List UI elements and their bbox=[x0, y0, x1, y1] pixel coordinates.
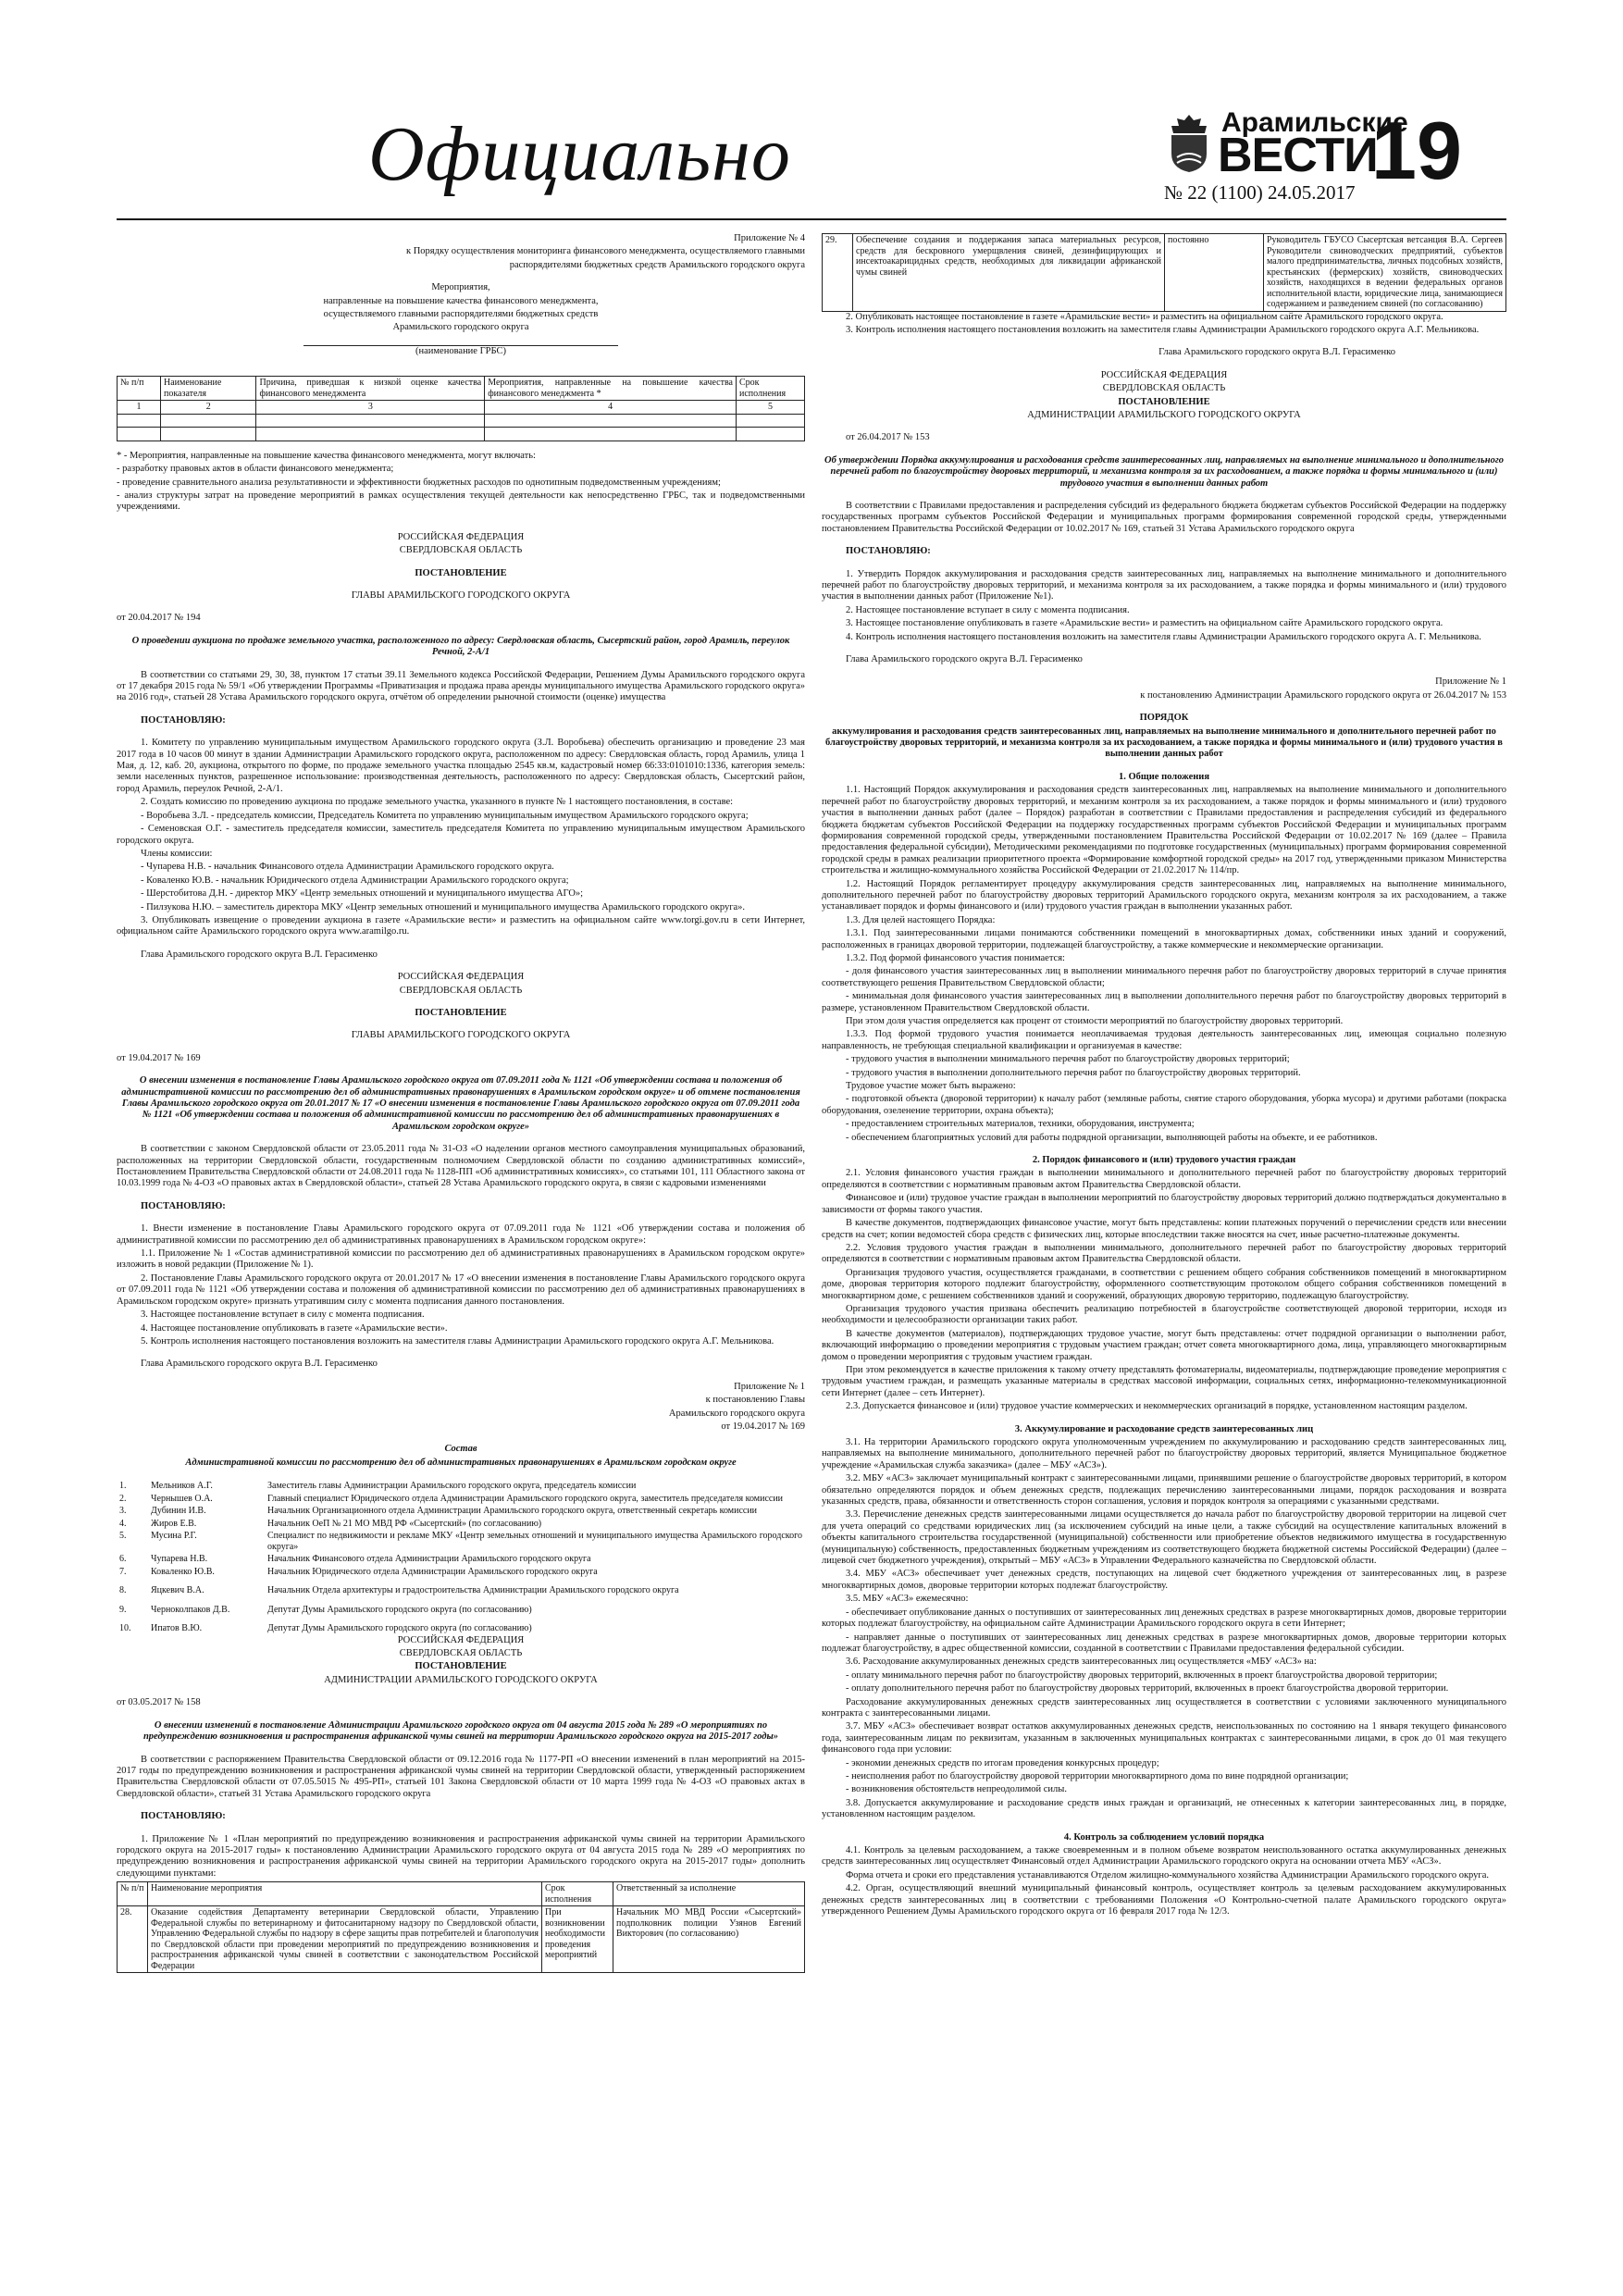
composition-subtitle: Административной комиссии по рассмотрению дел об административных правонарушениях в Арамильском городском округе bbox=[185, 1457, 737, 1468]
page-number: 19 bbox=[1371, 105, 1462, 196]
member-row: 3. Дубинин И.В. Начальник Организационного отдела Администрации Арамильского городского округа, ответственный секретарь комиссии bbox=[119, 1506, 758, 1517]
left-column bbox=[117, 233, 805, 1973]
order-subtitle: аккумулирования и расходования средств заинтересованных лиц, направляемых на выполнение минимального и дополнительного перечней работ по благоустройству дворовых территорий, и механизма контроля за их расходованием, а также порядка и формы минимального и (или) трудового участия в выполнении данных работ bbox=[825, 726, 1503, 760]
member-row: 2. Чернышев О.А. Главный специалист Юридического отдела Администрации Арамильского городского округа, заместитель председателя комиссии bbox=[119, 1493, 784, 1504]
grbs-line bbox=[304, 336, 618, 346]
member-row: 5. Мусина Р.Г. Специалист по недвижимости и рекламе МКУ «Центр земельных отношений и муниципального имущества Арамильского городского округа» bbox=[119, 1531, 802, 1552]
asf-plan-table-cont bbox=[822, 233, 1506, 312]
table-row: 29. Обеспечение создания и поддержания запаса материальных ресурсов, средств для бескровного умерщвления свиней, дезинфицирующих и инсектоакарицидных средств, необходимых для ликвидации африканской чумы свиней постоянно Руководитель ГБУСО Сысертская ветсанция В.А. Сергеев Руководители свиноводческих предприятий, субъектов малого предпринимательства, личных подсобных хозяйств, крестьянских (фермерских) хозяйств, свиноводческих хозяйств, находящихся в ведении федеральных органов исполнительной власти, юридические лица, занимающиеся содержанием и разведением свиней (по согласованию) bbox=[823, 234, 1506, 312]
commission-members bbox=[117, 1480, 805, 1635]
decree-153: РОССИЙСКАЯ ФЕДЕРАЦИЯ СВЕРДЛОВСКАЯ ОБЛАСТЬ ПОСТАНОВЛЕНИЕ АДМИНИСТРАЦИИ АРАМИЛЬСКОГО ГОРОДСКОГО ОКРУГА от 26.04.2017 № 153 Об утверждении Порядка аккумулирования и расходования средств заинтересованных лиц, направляемых на выполнение минимального и дополнительного перечней работ по благоустройству дворовых территорий, и механизма контроля за их расходованием, а также порядка и формы минимального и (или) трудового участия в выполнении данных работ В соответствии с Правилами предоставления и распределения субсидий из федерального бюджета бюджетам субъектов Российской Федерации на поддержку государственных программ субъектов Российской Федерации и муниципальных программ формирования современной городской среды, утвержденными постановлением Правительства Российской Федерации от 10.02.2017 № 169, статьей 31 Устава Арамильского городского округа ПОСТАНОВЛЯЮ: 1. Утвердить Порядок аккумулирования и расходования средств заинтересованных лиц, направляемых на выполнение минимального и дополнительного перечней работ по благоустройству дворовых территорий, и механизма контроля за их расходованием, а также порядка и формы минимального и (или) трудового участия в выполнении данных работ (Приложение №1). 2. Настоящее постановление вступает в силу с момента подписания. 3. Настоящее постановление опубликовать в газете «Арамильские вести» и разместить на официальном сайте Арамильского городского округа. 4. Контроль исполнения настоящего постановления возложить на заместителя главы Администрации Арамильского городского округа А. Г. Мельникова. Глава Арамильского городского округа В.Л. Герасименко Приложение № 1 к постановлению Администрации Арамильского городского округа от 26.04.2017 № 153 ПОРЯДОК аккумулирования и расходования средств заинтересованных лиц, направляемых на выполнение минимального и дополнительного перечней работ по благоустройству дворовых территорий, и механизма контроля за их расходованием, а также порядка и формы минимального и (или) трудового участия в выполнении данных работ 1. Общие положения 1.1. Настоящий Порядок аккумулирования и расходования средств заинтересованных лиц, направляемых на выполнение минимального и дополнительного перечней работ по благоустройству дворовых территорий, и механизм контроля за их расходованием, а также порядок и формы минимального и (или) трудового участия в выполнении данных работ (далее – Порядок) разработан в соответствии с Правилами предоставления и распределения субсидий из федерального бюджета бюджетам субъектов Российской Федерации на поддержку государственных программ субъектов Российской Федерации и муниципальных программ формирования современной городской среды, утвержденными постановлением Правительства Российской Федерации от 10.02.2017 № 169 (далее – Правила предоставления федеральной субсидии), Методическими рекомендациями по подготовке государственных (муниципальных) программ формирования современной городской среды в рамках реализации приоритетного проекта «Формирование комфортной городской среды» на 2017 год, утвержденными приказом Министерства строительства и жилищно-коммунального хозяйства Российской Федерации от 21.02.2017 № 114/пр. 1.2. Настоящий Порядок регламентирует процедуру аккумулирования средств заинтересованных лиц, направляемых на выполнение минимального, дополнительного перечней работ по благоустройству дворовых территорий Арамильского городского округа, механизм контроля за их расходованием, а также устанавливает порядок и формы финансового и (или) трудового участия граждан в выполнении указанных работ. 1.3. Для целей настоящего Порядка: 1.3.1. Под заинтересованными лицами понимаются собственники помещений в многоквартирных домах, собственники иных зданий и сооружений, расположенных в границах дворовой территории, подлежащей благоустройству, а также коммерческие и некоммерческие организации. 1.3.2. Под формой финансового участия понимается: - доля финансового участия заинтересованных лиц в выполнении минимального перечня работ по благоустройству дворовых территорий в случае принятия соответствующего решения Правительством Свердловской области; - минимальная доля финансового участия заинтересованных лиц в выполнении дополнительного перечня работ по благоустройству дворовых территорий в размере, установленном Правительством Свердловской области. При этом доля участия определяется как процент от стоимости мероприятий по благоустройству дворовых территорий. 1.3.3. Под формой трудового участия понимается неоплачиваемая трудовая деятельность заинтересованных лиц, имеющая социально полезную направленность, не требующая специальной квалификации и организуемая в качестве: - трудового участия в выполнении минимального перечня работ по благоустройству дворовых территорий; - трудового участия в выполнении дополнительного перечня работ по благоустройству дворовых территорий. Трудовое участие может быть выражено: - подготовкой объекта (дворовой территории) к началу работ (земляные работы, снятие старого оборудования, уборка мусора) и другими работами (покраска оборудования, озеленение территории, охрана объекта); - предоставлением строительных материалов, техники, оборудования, инструмента; - обеспечением благоприятных условий для работы подрядной организации, выполняющей работы на объекте, и ее работников. 2. Порядок финансового и (или) трудового участия граждан 2.1. Условия финансового участия граждан в выполнении минимального и дополнительного перечней работ по благоустройству дворовых территорий определяются в соответствии с нормативным правовым актом Правительства Свердловской области. Финансовое и (или) трудовое участие граждан в выполнении мероприятий по благоустройству дворовых территорий должно подтверждаться документально в зависимости от формы такого участия. В качестве документов, подтверждающих финансовое участие, могут быть представлены: копии платежных поручений о перечислении средств или внесении средств на счет; копии ведомостей сбора средств с физических лиц, которые впоследствии также вносятся на счет, иные расчетно-платежные документы. 2.2. Условия трудового участия граждан в выполнении минимального, дополнительного перечней работ по благоустройству дворовых территорий определяются в соответствии с нормативным правовым актом Правительства Свердловской области. Организация трудового участия, осуществляется гражданами, в соответствии с решением общего собрания собственников помещений в многоквартирном доме, дворовая территория которого подлежит благоустройству, оформленного соответствующим протоколом общего собрания собственников помещений в многоквартирном доме, с решением собственников зданий и сооружений, образующих дворовую территорию, подлежащую благоустройству. Организация трудового участия призвана обеспечить реализацию потребностей в благоустройстве соответствующей дворовой территории, исходя из необходимости и целесообразности организации таких работ. В качестве документов (материалов), подтверждающих трудовое участие, могут быть представлены: отчет подрядной организации о выполнении работ, включающий информацию о проведении мероприятия с трудовым участием граждан; отчет совета многоквартирного дома, лица, управляющего многоквартирным домом о проведении мероприятия с трудовым участием граждан. При этом рекомендуется в качестве приложения к такому отчету представлять фотоматериалы, видеоматериалы, подтверждающие проведение мероприятия с трудовым участием граждан, и размещать указанные материалы в средствах массовой информации, социальных сетях, информационно-телекоммуникационной сети Интернет (далее – сеть Интернет). 2.3. Допускается финансовое и (или) трудовое участие коммерческих и некоммерческих организаций в порядке, установленном настоящим разделом. 3. Аккумулирование и расходование средств заинтересованных лиц 3.1. На территории Арамильского городского округа уполномоченным учреждением по аккумулированию и расходованию средств заинтересованных лиц, направляемых на выполнение минимального, дополнительного перечней работ по благоустройству дворовых территорий, является Муниципальное бюджетное учреждение «Арамильская служба заказчика» (далее – МБУ «АСЗ»). 3.2. МБУ «АСЗ» заключает муниципальный контракт с заинтересованными лицами, принявшими решение о благоустройстве дворовых территорий, в котором обязательно определяются порядок и объем денежных средств, подлежащих перечислению заинтересованными лицами, порядок расходования и возврата указанных средств, права, обязанности и ответственность сторон соглашения, условия и порядок контроля за операциями с указанными средствами. 3.3. Перечисление денежных средств заинтересованными лицами осуществляется до начала работ по благоустройству дворовой территории на лицевой счет для учета операций со средствами юридических лиц (за исключением субсидий на иные цели, а также субсидий на осуществление капитальных вложений в объекты капитального строительства государственной (муниципальной) собственности или приобретение объектов недвижимого имущества в государственную (муниципальную) собственность, предоставленных бюджетным учреждениям из соответствующего бюджета бюджетной системы Российской Федерации) (далее – лицевой счет бюджетного учреждения), открытый – МБУ «АСЗ» в Управлении Федерального казначейства по Свердловской области. 3.4. МБУ «АСЗ» обеспечивает учет денежных средств, поступающих на лицевой счет бюджетного учреждения от заинтересованных лиц, в разрезе многоквартирных домов, дворовые территории которых подлежат благоустройству. 3.5. МБУ «АСЗ» ежемесячно: - обеспечивает опубликование данных о поступивших от заинтересованных лиц денежных средствах в разрезе многоквартирных домов, дворовые территории которых подлежат благоустройству, на официальном сайте Администрации Арамильского городского округа в сети Интернет; - направляет данные о поступивших от заинтересованных лиц денежных средствах в разрезе многоквартирных домов, дворовые территории которых подлежат благоустройству, в адрес общественной комиссии, созданной в соответствии с Правилами предоставления федеральной субсидии. 3.6. Расходование аккумулированных денежных средств заинтересованных лиц осуществляется «МБУ «АСЗ» на: - оплату минимального перечня работ по благоустройству дворовых территорий, включенных в проект благоустройства дворовой территории; - оплату дополнительного перечня работ по благоустройству дворовых территорий, включенных в проект благоустройства дворовой территории. Расходование аккумулированных денежных средств заинтересованных лиц осуществляется в соответствии с условиями заключенного муниципального контракта с заинтересованными лицами. 3.7. МБУ «АСЗ» обеспечивает возврат остатков аккумулированных денежных средств, неиспользованных по состоянию на 1 января текущего финансового года, заинтересованным лицам по реквизитам, указанным в заключенных муниципальных контрактах с заинтересованными лицами, в срок до 01 мая текущего финансового года при условии: - экономии денежных средств по итогам проведения конкурсных процедур; - неисполнения работ по благоустройству дворовой территории многоквартирного дома по вине подрядной организации; - возникновения обстоятельств непреодолимой силы. 3.8. Допускается аккумулирование и расходование средств иных граждан и организаций, не отнесенных к категории заинтересованных лиц, в порядке, установленном настоящим разделом. 4. Контроль за соблюдением условий порядка 4.1. Контроль за целевым расходованием, а также своевременным и в полном объеме возвратом неиспользованного остатка аккумулированных денежных средств заинтересованных лиц осуществляет Финансовый отдел Администрации Арамильского городского округа на основании отчета МБУ «АСЗ». Форма отчета и сроки его представления устанавливаются Отделом жилищно-коммунального хозяйства Администрации Арамильского городского округа. 4.2. Орган, осуществляющий внешний муниципальный финансовый контроль, осуществляет контроль за целевым расходованием аккумулированных денежных средств заинтересованных лиц в соответствии с требованиями Положения «О Контрольно-счетной палате Арамильского городского округа» утвержденного Решением Думы Арамильского городского округа от 16 февраля 2017 года № 12/3. bbox=[822, 369, 1506, 1917]
appendix-169-ref: Приложение № 1 к постановлению Главы Арамильского городского округа от 19.04.2017 № 169 bbox=[668, 1381, 805, 1432]
member-row: 7. Коваленко Ю.В. Начальник Юридического отдела Администрации Арамильского городского округа bbox=[119, 1566, 598, 1577]
brand-main: ВЕСТИ bbox=[1218, 129, 1378, 182]
composition-title: Состав bbox=[444, 1444, 477, 1455]
member-row: 4. Жиров Е.В. Начальник ОеП № 21 МО МВД РФ «Сысертский» (по согласованию) bbox=[119, 1518, 542, 1529]
decree-194: РОССИЙСКАЯ ФЕДЕРАЦИЯ СВЕРДЛОВСКАЯ ОБЛАСТЬ ПОСТАНОВЛЕНИЕ ГЛАВЫ АРАМИЛЬСКОГО ГОРОДСКОГО ОКРУГА от 20.04.2017 № 194 О проведении аукциона по продаже земельного участка, расположенного по адресу: Свердловская область, Сысертский район, город Арамиль, переулок Речной, 2-А/1 В соответствии со статьями 29, 30, 38, пунктом 17 статьи 39.11 Земельного кодекса Российской Федерации, Решением Думы Арамильского городского округа от 17 декабря 2015 года № 59/1 «Об утверждении Программы «Приватизация и продажа права аренды муниципального имущества Арамильского городского округа» на 2016 год», статьей 28 Устава Арамильского городского округа, отчётом об определении рыночной стоимости (оценке) имущества ПОСТАНОВЛЯЮ: 1. Комитету по управлению муниципальным имуществом Арамильского городского округа (З.Л. Воробьева) обеспечить организацию и проведение 23 мая 2017 года в 10 часов 00 минут в здании Администрации Арамильского городского округа, расположенном по адресу: Свердловская область, город Арамиль, улица 1 Мая, д. 12, каб. 20, аукциона, открытого по форме, по продаже земельного участка площадью 2545 кв.м, кадастровый номер 66:33:0101010:1336, категория земель: земли населенных пунктов, разрешенное использование: производственная деятельность, расположенного по адресу: Свердловская область, Сысертский район, город Арамиль, переулок Речной, 2-А/1. 2. Создать комиссию по проведению аукциона по продаже земельного участка, указанного в пункте № 1 настоящего постановления, в составе: - Воробьева З.Л. - председатель комиссии, Председатель Комитета по управлению муниципальным имуществом Арамильского городского округа; - Семеновская О.Г. - заместитель председателя комиссии, заместитель председателя Комитета по управлению муниципальным имуществом Арамильского городского округа. Члены комиссии: - Чупарева Н.В. - начальник Финансового отдела Администрации Арамильского городского округа. - Коваленко Ю.В. - начальник Юридического отдела Администрации Арамильского городского округа; - Шерстобитова Д.Н. - директор МКУ «Центр земельных отношений и муниципального имущества АГО»; - Пилзукова Н.Ю. – заместитель директора МКУ «Центр земельных отношений и муниципального имущества Арамильского городского округа». 3. Опубликовать извещение о проведении аукциона в газете «Арамильские вести» и разместить на официальном сайте www.torgi.gov.ru в сети Интернет, официальном сайте Арамильского городского округа www.aramilgo.ru. Глава Арамильского городского округа В.Л. Герасименко bbox=[117, 531, 805, 960]
member-row: 8. Яцкевич В.А. Начальник Отдела архитектуры и градостроительства Администрации Арамильского городского округа bbox=[119, 1585, 679, 1596]
decree-158: РОССИЙСКАЯ ФЕДЕРАЦИЯ СВЕРДЛОВСКАЯ ОБЛАСТЬ ПОСТАНОВЛЕНИЕ АДМИНИСТРАЦИИ АРАМИЛЬСКОГО ГОРОДСКОГО ОКРУГА от 03.05.2017 № 158 О внесении изменений в постановление Администрации Арамильского городского округа от 04 августа 2015 года № 289 «О мероприятиях по предупреждению возникновения и распространения африканской чумы свиней на территории Арамильского городского округа на 2015-2017 годы» В соответствии с распоряжением Правительства Свердловской области от 09.12.2016 года № 1177-РП «О внесении изменений в план мероприятий на 2015-2017 годы по предупреждению возникновения и распространения африканской чумы свиней на территории Свердловской области, утвержденный распоряжением Правительства Свердловской области от 07.05.5015 № 495-РП», статьей 101 Закона Свердловской области от 10 марта 1999 года № 4-ОЗ «О правовых актах в Свердловской области», статьей 31 Устава Арамильского городского округа ПОСТАНОВЛЯЮ: 1. Приложение № 1 «План мероприятий по предупреждению возникновения и распространения африканской чумы свиней на территории Арамильского городского округа на 2015-2017 годы» к постановлению Администрации Арамильского городского округа от 04 августа 2015 года № 289 «О мероприятиях по предупреждению возникновения и распространения африканской чумы свиней на территории Арамильского городского округа на 2015-2017 годы» дополнить следующими пунктами: № п/п Наименование мероприятия Срок исполнения Ответственный за исполнение 28. Оказание содействия Департаменту ветеринарии Свердловской области, Управлению Федеральной службы по ветеринарному и фитосанитарному надзору по Свердловской области, Управлению Федеральной службы по надзору в сфере защиты прав потребителей и благополучия по Свердловской области при проведении мероприятий по предупреждению возникновения и распространения африканской чумы свиней в соответствии с законодательством Российской Федерации При возникновении необходимости проведения мероприятий Начальник МО МВД России «Сысертский» подполковник полиции Узянов Евгений Викторович (по согласованию) bbox=[117, 1635, 805, 1974]
member-row: 6. Чупарева Н.В. Начальник Финансового отдела Администрации Арамильского городского округа bbox=[119, 1554, 591, 1565]
member-row: 10. Ипатов В.Ю. Депутат Думы Арамильского городского округа (по согласованию) bbox=[119, 1623, 532, 1634]
table-row: 28. Оказание содействия Департаменту ветеринарии Свердловской области, Управлению Федеральной службы по ветеринарному и фитосанитарному надзору по Свердловской области, Управлению Федеральной службы по надзору в сфере защиты прав потребителей и благополучия по Свердловской области при проведении мероприятий по предупреждению возникновения и распространения африканской чумы свиней в соответствии с законодательством Российской Федерации При возникновении необходимости проведения мероприятий Начальник МО МВД России «Сысертский» подполковник полиции Узянов Евгений Викторович (по согласованию) bbox=[118, 1906, 805, 1973]
section-1: 1. Общие положения 1.1. Настоящий Порядок аккумулирования и расходования средств заинтересованных лиц, направляемых на выполнение минимального и дополнительного перечней работ по благоустройству дворовых территорий, и механизм контроля за их расходованием, а также порядок и формы минимального и (или) трудового участия в выполнении данных работ (далее – Порядок) разработан в соответствии с Правилами предоставления и распределения субсидий из федерального бюджета бюджетам субъектов Российской Федерации на поддержку государственных программ субъектов Российской Федерации и муниципальных программ формирования современной городской среды, утвержденными постановлением Правительства Российской Федерации от 10.02.2017 № 169 (далее – Правила предоставления федеральной субсидии), Методическими рекомендациями по подготовке государственных (муниципальных) программ формирования современной городской среды в рамках реализации приоритетного проекта «Формирование комфортной городской среды» на 2017 год, утвержденными приказом Министерства строительства и жилищно-коммунального хозяйства Российской Федерации от 21.02.2017 № 114/пр. 1.2. Настоящий Порядок регламентирует процедуру аккумулирования средств заинтересованных лиц, направляемых на выполнение минимального, дополнительного перечней работ по благоустройству дворовых территорий Арамильского городского округа, механизм контроля за их расходованием, а также устанавливает порядок и формы финансового и (или) трудового участия граждан в выполнении указанных работ. 1.3. Для целей настоящего Порядка: 1.3.1. Под заинтересованными лицами понимаются собственники помещений в многоквартирных домах, собственники иных зданий и сооружений, расположенных в границах дворовой территории, подлежащей благоустройству, а также коммерческие и некоммерческие организации. 1.3.2. Под формой финансового участия понимается: - доля финансового участия заинтересованных лиц в выполнении минимального перечня работ по благоустройству дворовых территорий в случае принятия соответствующего решения Правительством Свердловской области; - минимальная доля финансового участия заинтересованных лиц в выполнении дополнительного перечня работ по благоустройству дворовых территорий в размере, установленном Правительством Свердловской области. При этом доля участия определяется как процент от стоимости мероприятий по благоустройству дворовых территорий. 1.3.3. Под формой трудового участия понимается неоплачиваемая трудовая деятельность заинтересованных лиц, имеющая социально полезную направленность, не требующая специальной квалификации и организуемая в качестве: - трудового участия в выполнении минимального перечня работ по благоустройству дворовых территорий; - трудового участия в выполнении дополнительного перечня работ по благоустройству дворовых территорий. Трудовое участие может быть выражено: - подготовкой объекта (дворовой территории) к началу работ (земляные работы, снятие старого оборудования, уборка мусора) и другими работами (покраска оборудования, озеленение территории, охрана объекта); - предоставлением строительных материалов, техники, оборудования, инструмента; - обеспечением благоприятных условий для работы подрядной организации, выполняющей работы на объекте, и ее работников. bbox=[822, 771, 1506, 1143]
right-column: 29. Обеспечение создания и поддержания запаса материальных ресурсов, средств для бескровного умерщвления свиней, дезинфицирующих и инсектоакарицидных средств, необходимых для ликвидации африканской чумы свиней постоянно Руководитель ГБУСО Сысертская ветсанция В.А. Сергеев Руководители свиноводческих предприятий, субъектов малого предпринимательства, личных подсобных хозяйств, крестьянских (фермерских) хозяйств, свиноводческих хозяйств, находящихся в ведении федеральных органов исполнительной власти, юридические лица, занимающиеся содержанием и разведением свиней (по согласованию) 2. Опубликовать настоящее постановление в газете «Арамильские вести» и разместить на официальном сайте Арамильского городского округа. 3. Контроль исполнения настоящего постановления возложить на заместителя главы Администрации Арамильского городского округа А.Г. Мельникова. Глава Арамильского городского округа В.Л. Герасименко РОССИЙСКАЯ ФЕДЕРАЦИЯ СВЕРДЛОВСКАЯ ОБЛАСТЬ ПОСТАНОВЛЕНИЕ АДМИНИСТРАЦИИ АРАМИЛЬСКОГО ГОРОДСКОГО ОКРУГА от 26.04.2017 № 153 Об утверждении Порядка аккумулирования и расходования средств заинтересованных лиц, направляемых на выполнение минимального и дополнительного перечней работ по благоустройству дворовых территорий, и механизма контроля за их расходованием, а также порядка и формы минимального и (или) трудового участия в выполнении данных работ В соответствии с Правилами предоставления и распределения субсидий из федерального бюджета бюджетам субъектов Российской Федерации на поддержку государственных программ субъектов Российской Федерации и муниципальных программ формирования современной городской среды, утвержденными постановлением Правительства Российской Федерации от 10.02.2017 № 169, статьей 31 Устава Арамильского городского округа ПОСТАНОВЛЯЮ: 1. Утвердить Порядок аккумулирования и расходования средств заинтересованных лиц, направляемых на выполнение минимального и дополнительного перечней работ по благоустройству дворовых территорий, и механизма контроля за их расходованием, а также порядка и формы минимального и (или) трудового участия в выполнении данных работ (Приложение №1). 2. Настоящее постановление вступает в силу с момента подписания. 3. Настоящее постановление опубликовать в газете «Арамильские вести» и разместить на официальном сайте Арамильского городского округа. 4. Контроль исполнения настоящего постановления возложить на заместителя главы Администрации Арамильского городского округа А. Г. Мельникова. Глава Арамильского городского округа В.Л. Герасименко Приложение № 1 к постановлению Администрации Арамильского городского округа от 26.04.2017 № 153 ПОРЯДОК аккумулирования и расходования средств заинтересованных лиц, направляемых на выполнение минимального и дополнительного перечней работ по благоустройству дворовых территорий, и механизма контроля за их расходованием, а также порядка и формы минимального и (или) трудового участия в выполнении данных работ 1. Общие положения 1.1. Настоящий Порядок аккумулирования и расходования средств заинтересованных лиц, направляемых на выполнение минимального и дополнительного перечней работ по благоустройству дворовых территорий, и механизм контроля за их расходованием, а также порядок и формы минимального и (или) трудового участия в выполнении данных работ (далее – Порядок) разработан в соответствии с Правилами предоставления и распределения субсидий из федерального бюджета бюджетам субъектов Российской Федерации на поддержку государственных программ субъектов Российской Федерации и муниципальных программ формирования современной городской среды, утвержденными постановлением Правительства Российской Федерации от 10.02.2017 № 169 (далее – Правила предоставления федеральной субсидии), Методическими рекомендациями по подготовке государственных (муниципальных) программ формирования современной городской среды в рамках реализации приоритетного проекта «Формирование комфортной городской среды» на 2017 год, утвержденными приказом Министерства строительства и жилищно-коммунального хозяйства Российской Федерации от 21.02.2017 № 114/пр. 1.2. Настоящий Порядок регламентирует процедуру аккумулирования средств заинтересованных лиц, направляемых на выполнение минимального, дополнительного перечней работ по благоустройству дворовых территорий Арамильского городского округа, механизм контроля за их расходованием, а также устанавливает порядок и формы финансового и (или) трудового участия граждан в выполнении указанных работ. 1.3. Для целей настоящего Порядка: 1.3.1. Под заинтересованными лицами понимаются собственники помещений в многоквартирных домах, собственники иных зданий и сооружений, расположенных в границах дворовой территории, подлежащей благоустройству, а также коммерческие и некоммерческие организации. 1.3.2. Под формой финансового участия понимается: - доля финансового участия заинтересованных лиц в выполнении минимального перечня работ по благоустройству дворовых территорий в случае принятия соответствующего решения Правительством Свердловской области; - минимальная доля финансового участия заинтересованных лиц в выполнении дополнительного перечня работ по благоустройству дворовых территорий в размере, установленном Правительством Свердловской области. При этом доля участия определяется как процент от стоимости мероприятий по благоустройству дворовых территорий. 1.3.3. Под формой трудового участия понимается неоплачиваемая трудовая деятельность заинтересованных лиц, имеющая социально полезную направленность, не требующая специальной квалификации и организуемая в качестве: - трудового участия в выполнении минимального перечня работ по благоустройству дворовых территорий; - трудового участия в выполнении дополнительного перечня работ по благоустройству дворовых территорий. Трудовое участие может быть выражено: - подготовкой объекта (дворовой территории) к началу работ (земляные работы, снятие старого оборудования, уборка мусора) и другими работами (покраска оборудования, озеленение территории, охрана объекта); - предоставлением строительных материалов, техники, оборудования, инструмента; - обеспечением благоприятных условий для работы подрядной организации, выполняющей работы на объекте, и ее работников. 2. Порядок финансового и (или) трудового участия граждан 2.1. Условия финансового участия граждан в выполнении минимального и дополнительного перечней работ по благоустройству дворовых территорий определяются в соответствии с нормативным правовым актом Правительства Свердловской области. Финансовое и (или) трудовое участие граждан в выполнении мероприятий по благоустройству дворовых территорий должно подтверждаться документально в зависимости от формы такого участия. В качестве документов, подтверждающих финансовое участие, могут быть представлены: копии платежных поручений о перечислении средств или внесении средств на счет; копии ведомостей сбора средств с физических лиц, которые впоследствии также вносятся на счет, иные расчетно-платежные документы. 2.2. Условия трудового участия граждан в выполнении минимального, дополнительного перечней работ по благоустройству дворовых территорий определяются в соответствии с нормативным правовым актом Правительства Свердловской области. Организация трудового участия, осуществляется гражданами, в соответствии с решением общего собрания собственников помещений в многоквартирном доме, дворовая территория которого подлежит благоустройству, оформленного соответствующим протоколом общего собрания собственников помещений в многоквартирном доме, с решением собственников зданий и сооружений, образующих дворовую территорию, подлежащую благоустройству. Организация трудового участия призвана обеспечить реализацию потребностей в благоустройстве соответствующей дворовой территории, исходя из необходимости и целесообразности организации таких работ. В качестве документов (материалов), подтверждающих трудовое участие, могут быть представлены: отчет подрядной организации о выполнении работ, включающий информацию о проведении мероприятия с трудовым участием граждан; отчет совета многоквартирного дома, лица, управляющего многоквартирным домом о проведении мероприятия с трудовым участием граждан. При этом рекомендуется в качестве приложения к такому отчету представлять фотоматериалы, видеоматериалы, подтверждающие проведение мероприятия с трудовым участием граждан, и размещать указанные материалы в средствах массовой информации, социальных сетях, информационно-телекоммуникационной сети Интернет (далее – сеть Интернет). 2.3. Допускается финансовое и (или) трудовое участие коммерческих и некоммерческих организаций в порядке, установленном настоящим разделом. 3. Аккумулирование и расходование средств заинтересованных лиц 3.1. На территории Арамильского городского округа уполномоченным учреждением по аккумулированию и расходованию средств заинтересованных лиц, направляемых на выполнение минимального, дополнительного перечней работ по благоустройству дворовых территорий, является Муниципальное бюджетное учреждение «Арамильская служба заказчика» (далее – МБУ «АСЗ»). 3.2. МБУ «АСЗ» заключает муниципальный контракт с заинтересованными лицами, принявшими решение о благоустройстве дворовых территорий, в котором обязательно определяются порядок и объем денежных средств, подлежащих перечислению заинтересованными лицами, порядок расходования и возврата указанных средств, права, обязанности и ответственность сторон соглашения, условия и порядок контроля за операциями с указанными средствами. 3.3. Перечисление денежных средств заинтересованными лицами осуществляется до начала работ по благоустройству дворовой территории на лицевой счет для учета операций со средствами юридических лиц (за исключением субсидий на иные цели, а также субсидий на осуществление капитальных вложений в объекты капитального строительства государственной (муниципальной) собственности или приобретение объектов недвижимого имущества в государственную (муниципальную) собственность, предоставленных бюджетным учреждениям из соответствующего бюджета бюджетной системы Российской Федерации) (далее – лицевой счет бюджетного учреждения), открытый – МБУ «АСЗ» в Управлении Федерального казначейства по Свердловской области. 3.4. МБУ «АСЗ» обеспечивает учет денежных средств, поступающих на лицевой счет бюджетного учреждения от заинтересованных лиц, в разрезе многоквартирных домов, дворовые территории которых подлежат благоустройству. 3.5. МБУ «АСЗ» ежемесячно: - обеспечивает опубликование данных о поступивших от заинтересованных лиц денежных средствах в разрезе многоквартирных домов, дворовые территории которых подлежат благоустройству, на официальном сайте Администрации Арамильского городского округа в сети Интернет; - направляет данные о поступивших от заинтересованных лиц денежных средствах в разрезе многоквартирных домов, дворовые территории которых подлежат благоустройству, в адрес общественной комиссии, созданной в соответствии с Правилами предоставления федеральной субсидии. 3.6. Расходование аккумулированных денежных средств заинтересованных лиц осуществляется «МБУ «АСЗ» на: - оплату минимального перечня работ по благоустройству дворовых территорий, включенных в проект благоустройства дворовой территории; - оплату дополнительного перечня работ по благоустройству дворовых территорий, включенных в проект благоустройства дворовой территории. Расходование аккумулированных денежных средств заинтересованных лиц осуществляется в соответствии с условиями заключенного муниципального контракта с заинтересованными лицами. 3.7. МБУ «АСЗ» обеспечивает возврат остатков аккумулированных денежных средств, неиспользованных по состоянию на 1 января текущего финансового года, заинтересованным лицам по реквизитам, указанным в заключенных муниципальных контрактах с заинтересованными лицами, в срок до 01 мая текущего финансового года при условии: - экономии денежных средств по итогам проведения конкурсных процедур; - неисполнения работ по благоустройству дворовой территории многоквартирного дома по вине подрядной организации; - возникновения обстоятельств непреодолимой силы. 3.8. Допускается аккумулирование и расходование средств иных граждан и организаций, не отнесенных к категории заинтересованных лиц, в порядке, установленном настоящим разделом. 4. Контроль за соблюдением условий порядка 4.1. Контроль за целевым расходованием, а также своевременным и в полном объеме возвратом неиспользованного остатка аккумулированных денежных средств заинтересованных лиц осуществляет Финансовый отдел Администрации Арамильского городского округа на основании отчета МБУ «АСЗ». Форма отчета и сроки его представления устанавливаются Отделом жилищно-коммунального хозяйства Администрации Арамильского городского округа. 4.2. Орган, осуществляющий внешний муниципальный финансовый контроль, осуществляет контроль за целевым расходованием аккумулированных денежных средств заинтересованных лиц в соответствии с требованиями Положения «О Контрольно-счетной палате Арамильского городского округа» утвержденного Решением Думы Арамильского городского округа от 16 февраля 2017 года № 12/3. bbox=[822, 235, 1506, 1917]
appendix-4-ref: Приложение № 4 к Порядку осуществления мониторинга финансового менеджмента, осуществляемого главными распорядителями бюджетных средств Арамильского городского округа bbox=[405, 233, 805, 270]
measures-table: № п/п Наименование показателя Причина, приведшая к низкой оценке качества финансового менеджмента Мероприятия, направленные на повышение качества финансового менеджмента * Срок исполнения 1 2 3 4 5 bbox=[117, 376, 805, 441]
member-row: 9. Черноколпаков Д.В. Депутат Думы Арамильского городского округа (по согласованию) bbox=[119, 1604, 532, 1615]
asf-plan-table: № п/п Наименование мероприятия Срок исполнения Ответственный за исполнение 28. Оказание содействия Департаменту ветеринарии Свердловской области, Управлению Федеральной службы по ветеринарному и фитосанитарному надзору по Свердловской области, Управлению Федеральной службы по надзору в сфере защиты прав потребителей и благополучия по Свердловской области при проведении мероприятий по предупреждению возникновения и распространения африканской чумы свиней в соответствии с законодательством Российской Федерации При возникновении необходимости проведения мероприятий Начальник МО МВД России «Сысертский» подполковник полиции Узянов Евгений Викторович (по согласованию) bbox=[117, 1881, 805, 1973]
brand-top: Арамильские bbox=[1221, 107, 1408, 138]
member-row: 1. Мельников А.Г. Заместитель главы Администрации Арамильского городского округа, председатель комиссии bbox=[119, 1481, 637, 1492]
issue-number: № 22 (1100) 24.05.2017 bbox=[1164, 181, 1356, 204]
section-title: Официально bbox=[368, 111, 791, 197]
measures-notes: * - Мероприятия, направленные на повышение качества финансового менеджмента, могут включать: - разработку правовых актов в области финансового менеджмента; - проведение сравнительного анализа результативности и эффективности бюджетных расходов по однотипным подведомственным учреждениям; - анализ структуры затрат на проведение мероприятий в рамках осуществления текущей деятельности как непосредственно ГРБС, так и подведомственными учреждениями. bbox=[117, 450, 805, 513]
section-4: 4. Контроль за соблюдением условий порядка 4.1. Контроль за целевым расходованием, а также своевременным и в полном объеме возвратом неиспользованного остатка аккумулированных денежных средств заинтересованных лиц осуществляет Финансовый отдел Администрации Арамильского городского округа на основании отчета МБУ «АСЗ». Форма отчета и сроки его представления устанавливаются Отделом жилищно-коммунального хозяйства Администрации Арамильского городского округа. 4.2. Орган, осуществляющий внешний муниципальный финансовый контроль, осуществляет контроль за целевым расходованием аккумулированных денежных средств заинтересованных лиц в соответствии с требованиями Положения «О Контрольно-счетной палате Арамильского городского округа» утвержденного Решением Думы Арамильского городского округа от 16 февраля 2017 года № 12/3. bbox=[822, 1831, 1506, 1917]
section-3: 3. Аккумулирование и расходование средств заинтересованных лиц 3.1. На территории Арамильского городского округа уполномоченным учреждением по аккумулированию и расходованию средств заинтересованных лиц, направляемых на выполнение минимального, дополнительного перечней работ по благоустройству дворовых территорий, является Муниципальное бюджетное учреждение «Арамильская служба заказчика» (далее – МБУ «АСЗ»). 3.2. МБУ «АСЗ» заключает муниципальный контракт с заинтересованными лицами, принявшими решение о благоустройстве дворовых территорий, в котором обязательно определяются порядок и объем денежных средств, подлежащих перечислению заинтересованными лицами, порядок расходования и возврата указанных средств, права, обязанности и ответственность сторон соглашения, условия и порядок контроля за операциями с указанными средствами. 3.3. Перечисление денежных средств заинтересованными лицами осуществляется до начала работ по благоустройству дворовой территории на лицевой счет для учета операций со средствами юридических лиц (за исключением субсидий на иные цели, а также субсидий на осуществление капитальных вложений в объекты капитального строительства государственной (муниципальной) собственности или приобретение объектов недвижимого имущества в государственную (муниципальную) собственность, предоставленных бюджетным учреждениям из соответствующего бюджета бюджетной системы Российской Федерации) (далее – лицевой счет бюджетного учреждения), открытый – МБУ «АСЗ» в Управлении Федерального казначейства по Свердловской области. 3.4. МБУ «АСЗ» обеспечивает учет денежных средств, поступающих на лицевой счет бюджетного учреждения от заинтересованных лиц, в разрезе многоквартирных домов, дворовые территории которых подлежат благоустройству. 3.5. МБУ «АСЗ» ежемесячно: - обеспечивает опубликование данных о поступивших от заинтересованных лиц денежных средствах в разрезе многоквартирных домов, дворовые территории которых подлежат благоустройству, на официальном сайте Администрации Арамильского городского округа в сети Интернет; - направляет данные о поступивших от заинтересованных лиц денежных средствах в разрезе многоквартирных домов, дворовые территории которых подлежат благоустройству, в адрес общественной комиссии, созданной в соответствии с Правилами предоставления федеральной субсидии. 3.6. Расходование аккумулированных денежных средств заинтересованных лиц осуществляется «МБУ «АСЗ» на: - оплату минимального перечня работ по благоустройству дворовых территорий, включенных в проект благоустройства дворовой территории; - оплату дополнительного перечня работ по благоустройству дворовых территорий, включенных в проект благоустройства дворовой территории. Расходование аккумулированных денежных средств заинтересованных лиц осуществляется в соответствии с условиями заключенного муниципального контракта с заинтересованными лицами. 3.7. МБУ «АСЗ» обеспечивает возврат остатков аккумулированных денежных средств, неиспользованных по состоянию на 1 января текущего финансового года, заинтересованным лицам по реквизитам, указанным в заключенных муниципальных контрактах с заинтересованными лицами, в срок до 01 мая текущего финансового года при условии: - экономии денежных средств по итогам проведения конкурсных процедур; - неисполнения работ по благоустройству дворовой территории многоквартирного дома по вине подрядной организации; - возникновения обстоятельств непреодолимой силы. 3.8. Допускается аккумулирование и расходование средств иных граждан и организаций, не отнесенных к категории заинтересованных лиц, в порядке, установленном настоящим разделом. bbox=[822, 1423, 1506, 1820]
header-rule bbox=[117, 218, 1506, 220]
coat-of-arms-icon bbox=[1168, 113, 1210, 174]
grbs-caption: (наименование ГРБС) bbox=[415, 345, 506, 356]
section-2: 2. Порядок финансового и (или) трудового участия граждан 2.1. Условия финансового участия граждан в выполнении минимального и дополнительного перечней работ по благоустройству дворовых территорий определяются в соответствии с нормативным правовым актом Правительства Свердловской области. Финансовое и (или) трудовое участие граждан в выполнении мероприятий по благоустройству дворовых территорий должно подтверждаться документально в зависимости от формы такого участия. В качестве документов, подтверждающих финансовое участие, могут быть представлены: копии платежных поручений о перечислении средств или внесении средств на счет; копии ведомостей сбора средств с физических лиц, которые впоследствии также вносятся на счет, иные расчетно-платежные документы. 2.2. Условия трудового участия граждан в выполнении минимального, дополнительного перечней работ по благоустройству дворовых территорий определяются в соответствии с нормативным правовым актом Правительства Свердловской области. Организация трудового участия, осуществляется гражданами, в соответствии с решением общего собрания собственников помещений в многоквартирном доме, дворовая территория которого подлежит благоустройству, оформленного соответствующим протоколом общего собрания собственников помещений в многоквартирном доме, с решением собственников зданий и сооружений, образующих дворовую территорию, подлежащую благоустройству. Организация трудового участия призвана обеспечить реализацию потребностей в благоустройстве соответствующей дворовой территории, исходя из необходимости и целесообразности организации таких работ. В качестве документов (материалов), подтверждающих трудовое участие, могут быть представлены: отчет подрядной организации о выполнении работ, включающий информацию о проведении мероприятия с трудовым участием граждан; отчет совета многоквартирного дома, лица, управляющего многоквартирным домом о проведении мероприятия с трудовым участием граждан. При этом рекомендуется в качестве приложения к такому отчету представлять фотоматериалы, видеоматериалы, подтверждающие проведение мероприятия с трудовым участием граждан, и размещать указанные материалы в средствах массовой информации, социальных сетях, информационно-телекоммуникационной сети Интернет (далее – сеть Интернет). 2.3. Допускается финансовое и (или) трудовое участие коммерческих и некоммерческих организаций в порядке, установленном настоящим разделом. bbox=[822, 1155, 1506, 1412]
order-title: ПОРЯДОК bbox=[1139, 713, 1189, 724]
measures-title: Мероприятия, направленные на повышение качества финансового менеджмента, осуществляемого главными распорядителями бюджетных средств Арамильского городского округа bbox=[323, 282, 599, 333]
decree-169: РОССИЙСКАЯ ФЕДЕРАЦИЯ СВЕРДЛОВСКАЯ ОБЛАСТЬ ПОСТАНОВЛЕНИЕ ГЛАВЫ АРАМИЛЬСКОГО ГОРОДСКОГО ОКРУГА от 19.04.2017 № 169 О внесении изменения в постановление Главы Арамильского городского округа от 07.09.2011 года № 1121 «Об утверждении состава и положения об административной комиссии по рассмотрению дел об административных правонарушениях в Арамильском городском округе» и об отмене постановления Главы Арамильского городского округа от 20.01.2017 № 17 «О внесении изменения в постановление Главы Арамильского городского округа от 07.09.2011 года № 1121 «Об утверждении состава и положения об административной комиссии по рассмотрению дел об административных правонарушениях в Арамильском городском округе» В соответствии с законом Свердловской области от 23.05.2011 года № 31-ОЗ «О наделении органов местного самоуправления муниципальных образований, расположенных на территории Свердловской области, государственным полномочием Свердловской области по созданию административных комиссий», Постановлением Правительства Свердловской области от 24.08.2011 года № 1128-ПП «Об административных комиссиях», со статьями 101, 111 Областного закона от 10.03.1999 года № 4-ОЗ «О правовых актах в Свердловской области», статьей 28 Устава Арамильского городского округа, в связи с кадровыми изменениями ПОСТАНОВЛЯЮ: 1. Внести изменение в постановление Главы Арамильского городского округа от 07.09.2011 года № 1121 «Об утверждении состава и положения об административной комиссии по рассмотрению дел об административных правонарушениях в Арамильском городском округе»: 1.1. Приложение № 1 «Состав административной комиссии по рассмотрению дел об административных правонарушениях в Арамильском городском округе» изложить в новой редакции (Приложение № 1). 2. Постановление Главы Арамильского городского округа от 20.01.2017 № 17 «О внесении изменения в постановление Главы Арамильского городского округа от 07.09.2011 года № 1121 «Об утверждении состава и положения об административной комиссии по рассмотрению дел об административных правонарушениях в Арамильском городском округе» признать утратившим силу с момента подписания данного постановления. 3. Настоящее постановление вступает в силу с момента подписания. 4. Настоящее постановление опубликовать в газете «Арамильские вести». 5. Контроль исполнения настоящего постановления возложить на заместителя главы Администрации Арамильского городского округа А.Г. Мельникова. Глава Арамильского городского округа В.Л. Герасименко Приложение № 1 к постановлению Главы Арамильского городского округа от 19.04.2017 № 169 Состав Административной комиссии по рассмотрению дел об административных правонарушениях в Арамильском городском округе 1. Мельников А.Г. Заместитель главы Администрации Арамильского городского округа, председатель комиссии 2. Чернышев О.А. Главный специалист Юридического отдела Администрации Арамильского городского округа, заместитель председателя комиссии 3. Дубинин И.В. Начальник Организационного отдела Администрации Арамильского городского округа, ответственный секретарь комиссии 4. Жиров Е.В. Начальник ОеП № 21 МО МВД РФ «Сысертский» (по согласованию) 5. Мусина Р.Г. Специалист по недвижимости и рекламе МКУ «Центр земельных отношений и муниципального имущества Арамильского городского округа» 6. Чупарева Н.В. Начальник Финансового отдела Администрации Арамильского городского округа 7. Коваленко Ю.В. Начальник Юридического отдела Администрации Арамильского городского округа 8. Яцкевич В.А. Начальник Отдела архитектуры и градостроительства Администрации Арамильского городского округа 9. Черноколпаков Д.В. Депутат Думы Арамильского городского округа (по согласованию) 10. Ипатов В.Ю. Депутат Думы Арамильского городского округа (по согласованию) bbox=[117, 972, 805, 1634]
